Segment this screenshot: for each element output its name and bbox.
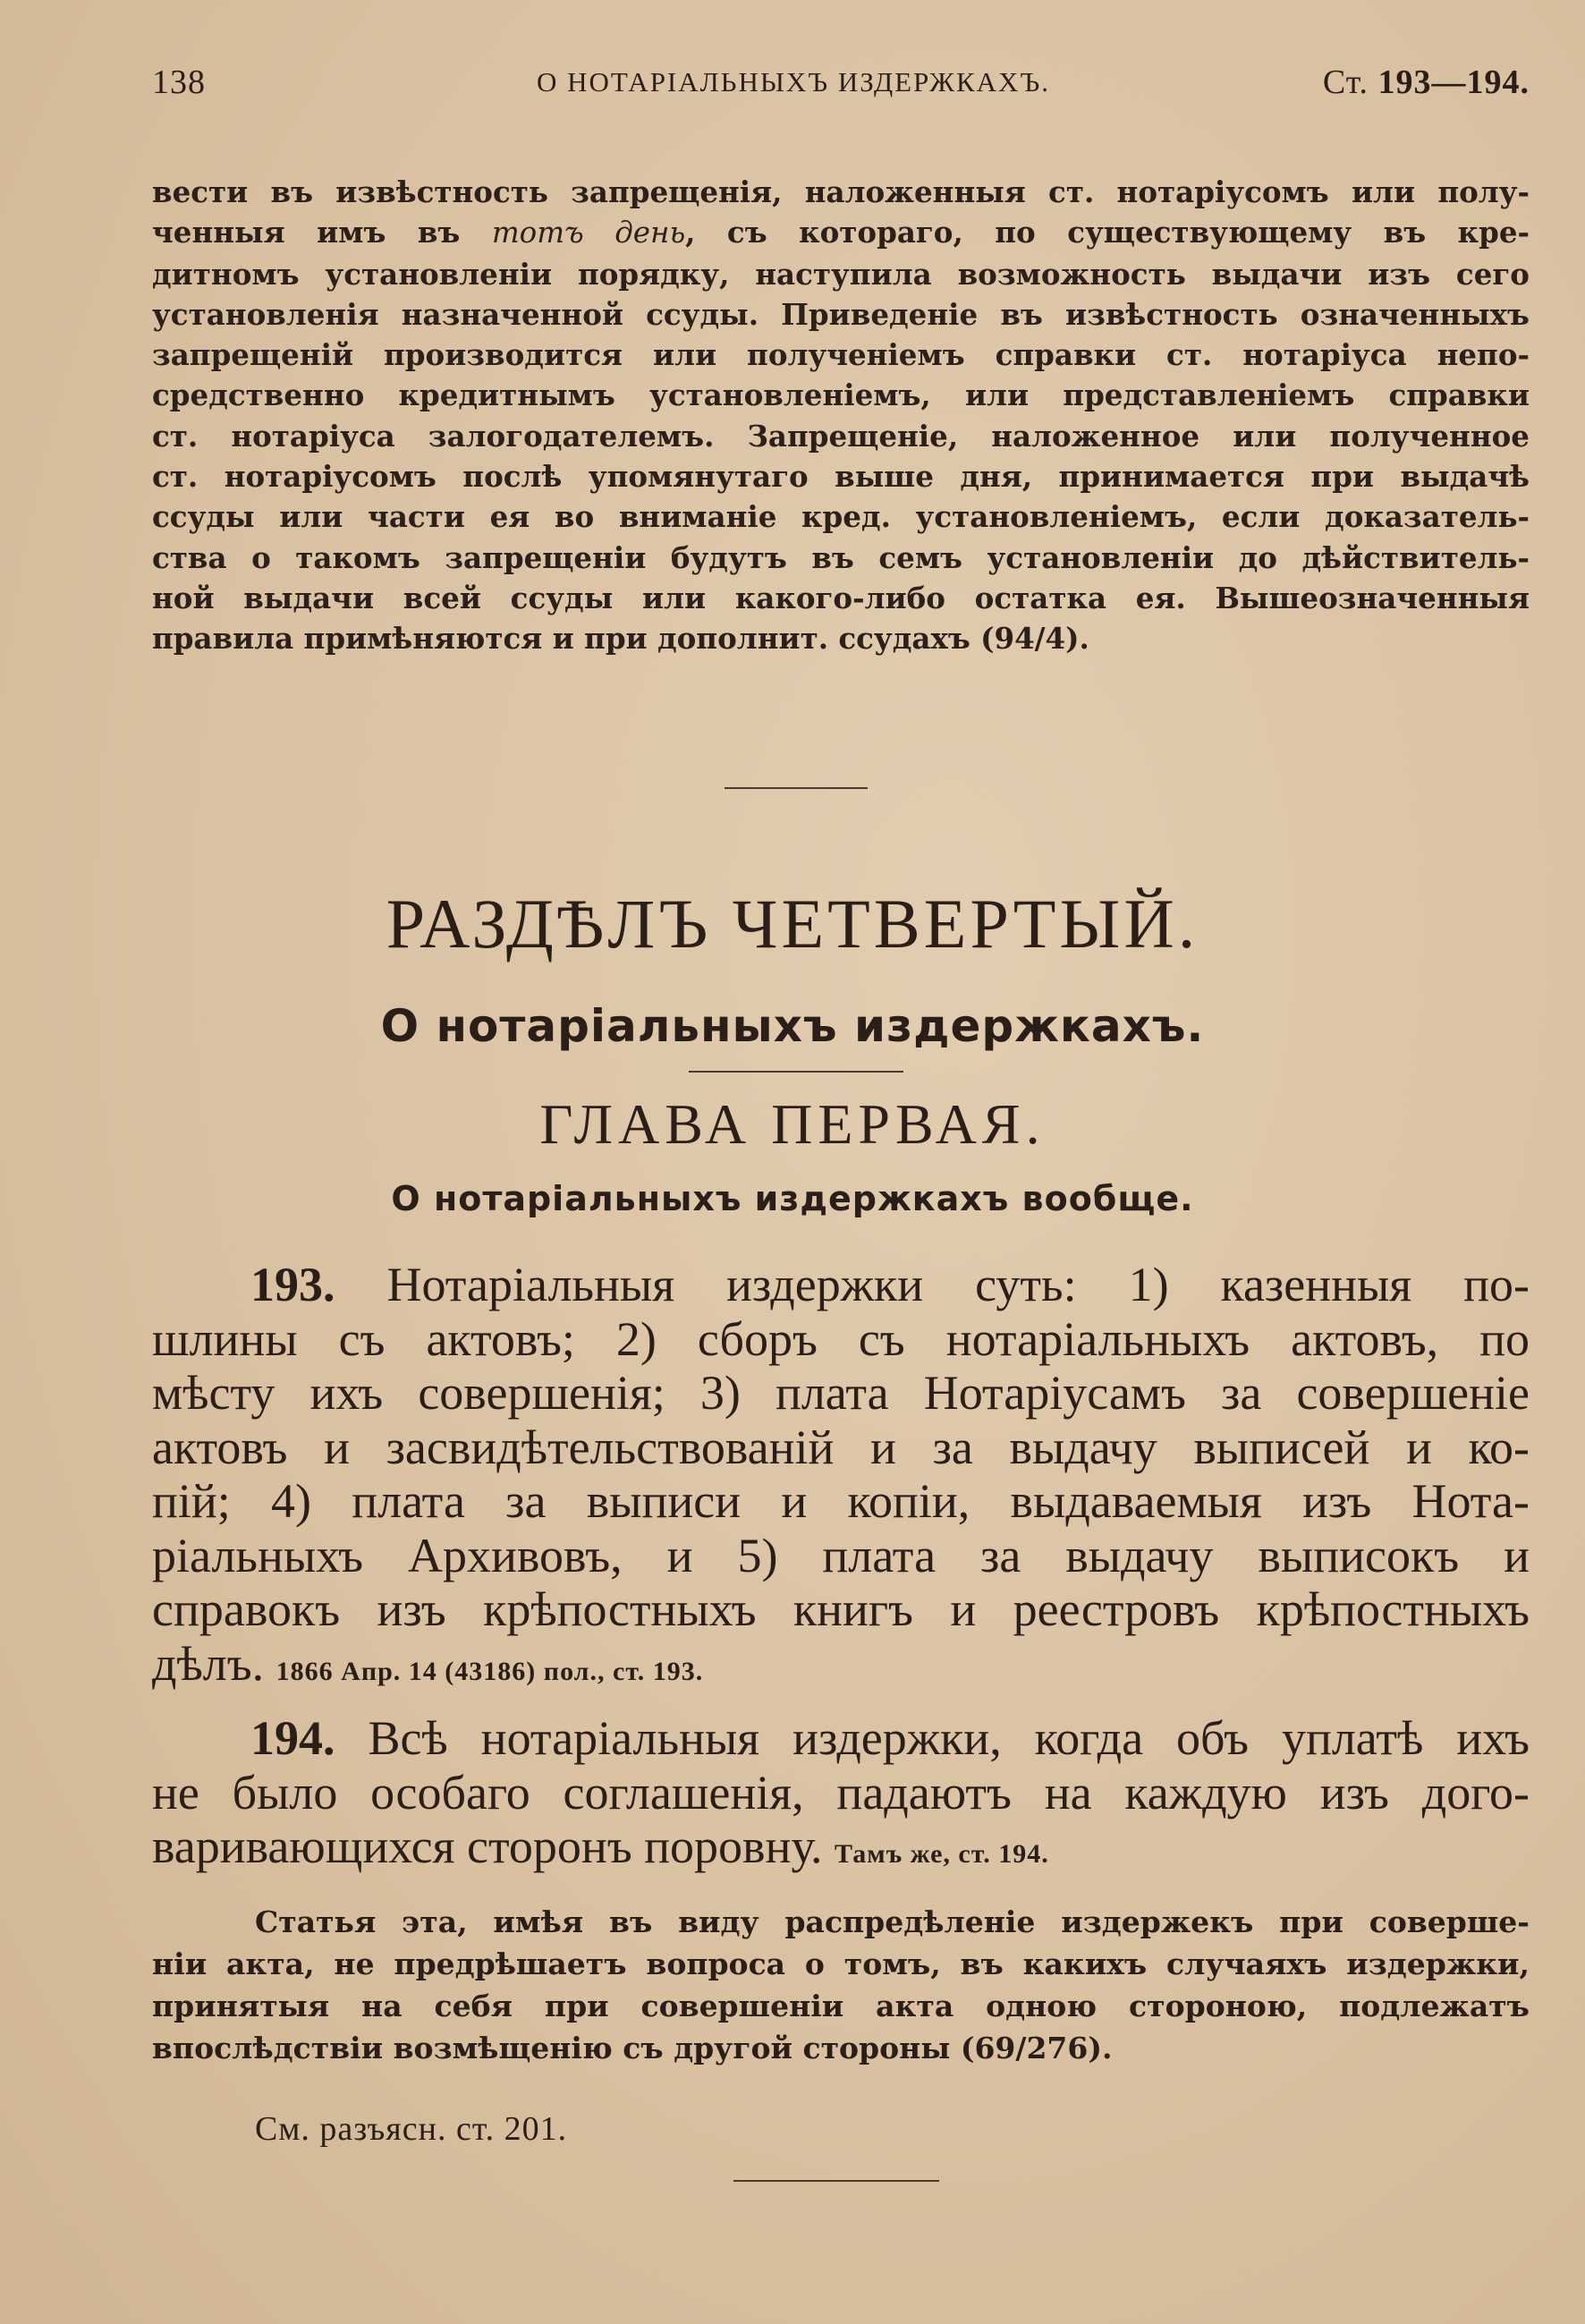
text-line: [152, 1258, 1530, 1312]
text-line: пій; 4) плата за выписи и копіи, выдаваемыя изъ Нота-: [152, 1474, 1530, 1528]
text-line: ст. нотаріусомъ послѣ упомянутаго выше дня, принимается при выдачѣ: [152, 459, 1530, 495]
text-line: установленія назначенной ссуды. Приведеніе въ извѣстность означенныхъ: [152, 296, 1530, 332]
article-194: [152, 1711, 1530, 1882]
text-line-body: дѣлъ.: [152, 1636, 265, 1691]
text-line: [152, 212, 1530, 253]
text-line: шлины съ актовъ; 2) сборъ съ нотаріальныхъ актовъ, по: [152, 1311, 1530, 1366]
article-193: [152, 1258, 1530, 1699]
italic-phrase: тотъ день: [491, 216, 686, 250]
text-line: ства о такомъ запрещеніи будутъ въ семъ установленіи до дѣйствитель-: [152, 539, 1530, 575]
text-line: дитномъ установленіи порядку, наступила возможность выдачи изъ сего: [152, 256, 1530, 292]
section-divider: [725, 787, 868, 789]
chapter-subtitle: О нотаріальныхъ издержкахъ вообще.: [391, 1179, 1194, 1218]
text-line: запрещеній производится или полученіемъ справки ст. нотаріуса непо-: [152, 337, 1530, 373]
article-range-prefix: Ст.: [1322, 64, 1369, 101]
text-line-body: Всѣ нотаріальныя издержки, когда объ уплатѣ ихъ: [368, 1711, 1530, 1765]
article-number: 194.: [250, 1711, 335, 1765]
text-line: не было особаго соглашенія, падаютъ на каждую изъ дого-: [152, 1765, 1530, 1819]
section-title: РАЗДѢЛЪ ЧЕТВЕРТЫЙ.: [386, 885, 1199, 963]
text-line: ріальныхъ Архивовъ, и 5) плата за выдачу выписокъ и: [152, 1528, 1530, 1582]
continued-commentary: [152, 172, 1530, 659]
text-line: вести въ извѣстность запрещенія, наложенныя ст. нотаріусомъ или полу-: [152, 174, 1530, 209]
text-line: ст. нотаріуса залогодателемъ. Запрещеніе, наложенное или полученное: [152, 418, 1530, 454]
article-note: [152, 1901, 1530, 2069]
text-line: впослѣдствіи возмѣщенію съ другой стороны (69/276).: [152, 2031, 1113, 2065]
text-line: мѣсту ихъ совершенія; 3) плата Нотаріусамъ за совершеніе: [152, 1366, 1530, 1420]
text-line: [152, 1637, 1530, 1700]
text-line-body: варивающихся сторонъ поровну.: [152, 1819, 823, 1873]
text-line: Статья эта, имѣя въ виду распредѣленіе издержекъ при соверше-: [255, 1904, 1530, 1939]
text-line: ной выдачи всей ссуды или какого-либо остатка ея. Вышеозначенныя: [152, 580, 1530, 615]
legal-citation: 1866 Апр. 14 (43186) пол., ст. 193.: [275, 1656, 704, 1686]
section-subtitle: О нотаріальныхъ издержкахъ.: [380, 1000, 1205, 1052]
text-line-body: Нотаріальныя издержки суть: 1) казенныя по-: [386, 1258, 1530, 1311]
running-header: [152, 63, 1530, 116]
text-line-end: , съ котораго, по существующему въ кре-: [685, 215, 1530, 250]
legal-citation: Тамъ же, ст. 194.: [835, 1839, 1049, 1869]
text-line-start: ченныя имъ въ: [152, 215, 492, 250]
article-number: 193.: [250, 1258, 335, 1311]
running-title: О НОТАРІАЛЬНЫХЪ ИЗДЕРЖКАХЪ.: [537, 66, 1051, 98]
text-line: [152, 1819, 1530, 1882]
article-range-numbers: 193—194.: [1377, 64, 1530, 101]
text-line: [152, 1711, 1530, 1766]
text-line: справокъ изъ крѣпостныхъ книгъ и реестровъ крѣпостныхъ: [152, 1582, 1530, 1636]
end-divider: [733, 2180, 939, 2182]
chapter-title: ГЛАВА ПЕРВАЯ.: [539, 1092, 1046, 1156]
page-number: 138: [152, 64, 206, 101]
text-line: ссуды или части ея во вниманіе кред. установленіемъ, если доказатель-: [152, 499, 1530, 535]
text-line: принятыя на себя при совершеніи акта одною стороною, подлежатъ: [152, 1989, 1530, 2023]
cross-reference: См. разъясн. ст. 201.: [255, 2110, 568, 2148]
text-line: актовъ и засвидѣтельствованій и за выдачу выписей и ко-: [152, 1420, 1530, 1474]
text-line: ніи акта, не предрѣшаетъ вопроса о томъ, въ какихъ случаяхъ издержки,: [152, 1947, 1530, 1981]
article-range: [1323, 63, 1530, 102]
text-line: правила примѣняются и при дополнит. ссудахъ (94/4).: [152, 621, 1089, 657]
text-line: средственно кредитнымъ установленіемъ, или представленіемъ справки: [152, 377, 1530, 413]
chapter-divider: [689, 1071, 903, 1073]
